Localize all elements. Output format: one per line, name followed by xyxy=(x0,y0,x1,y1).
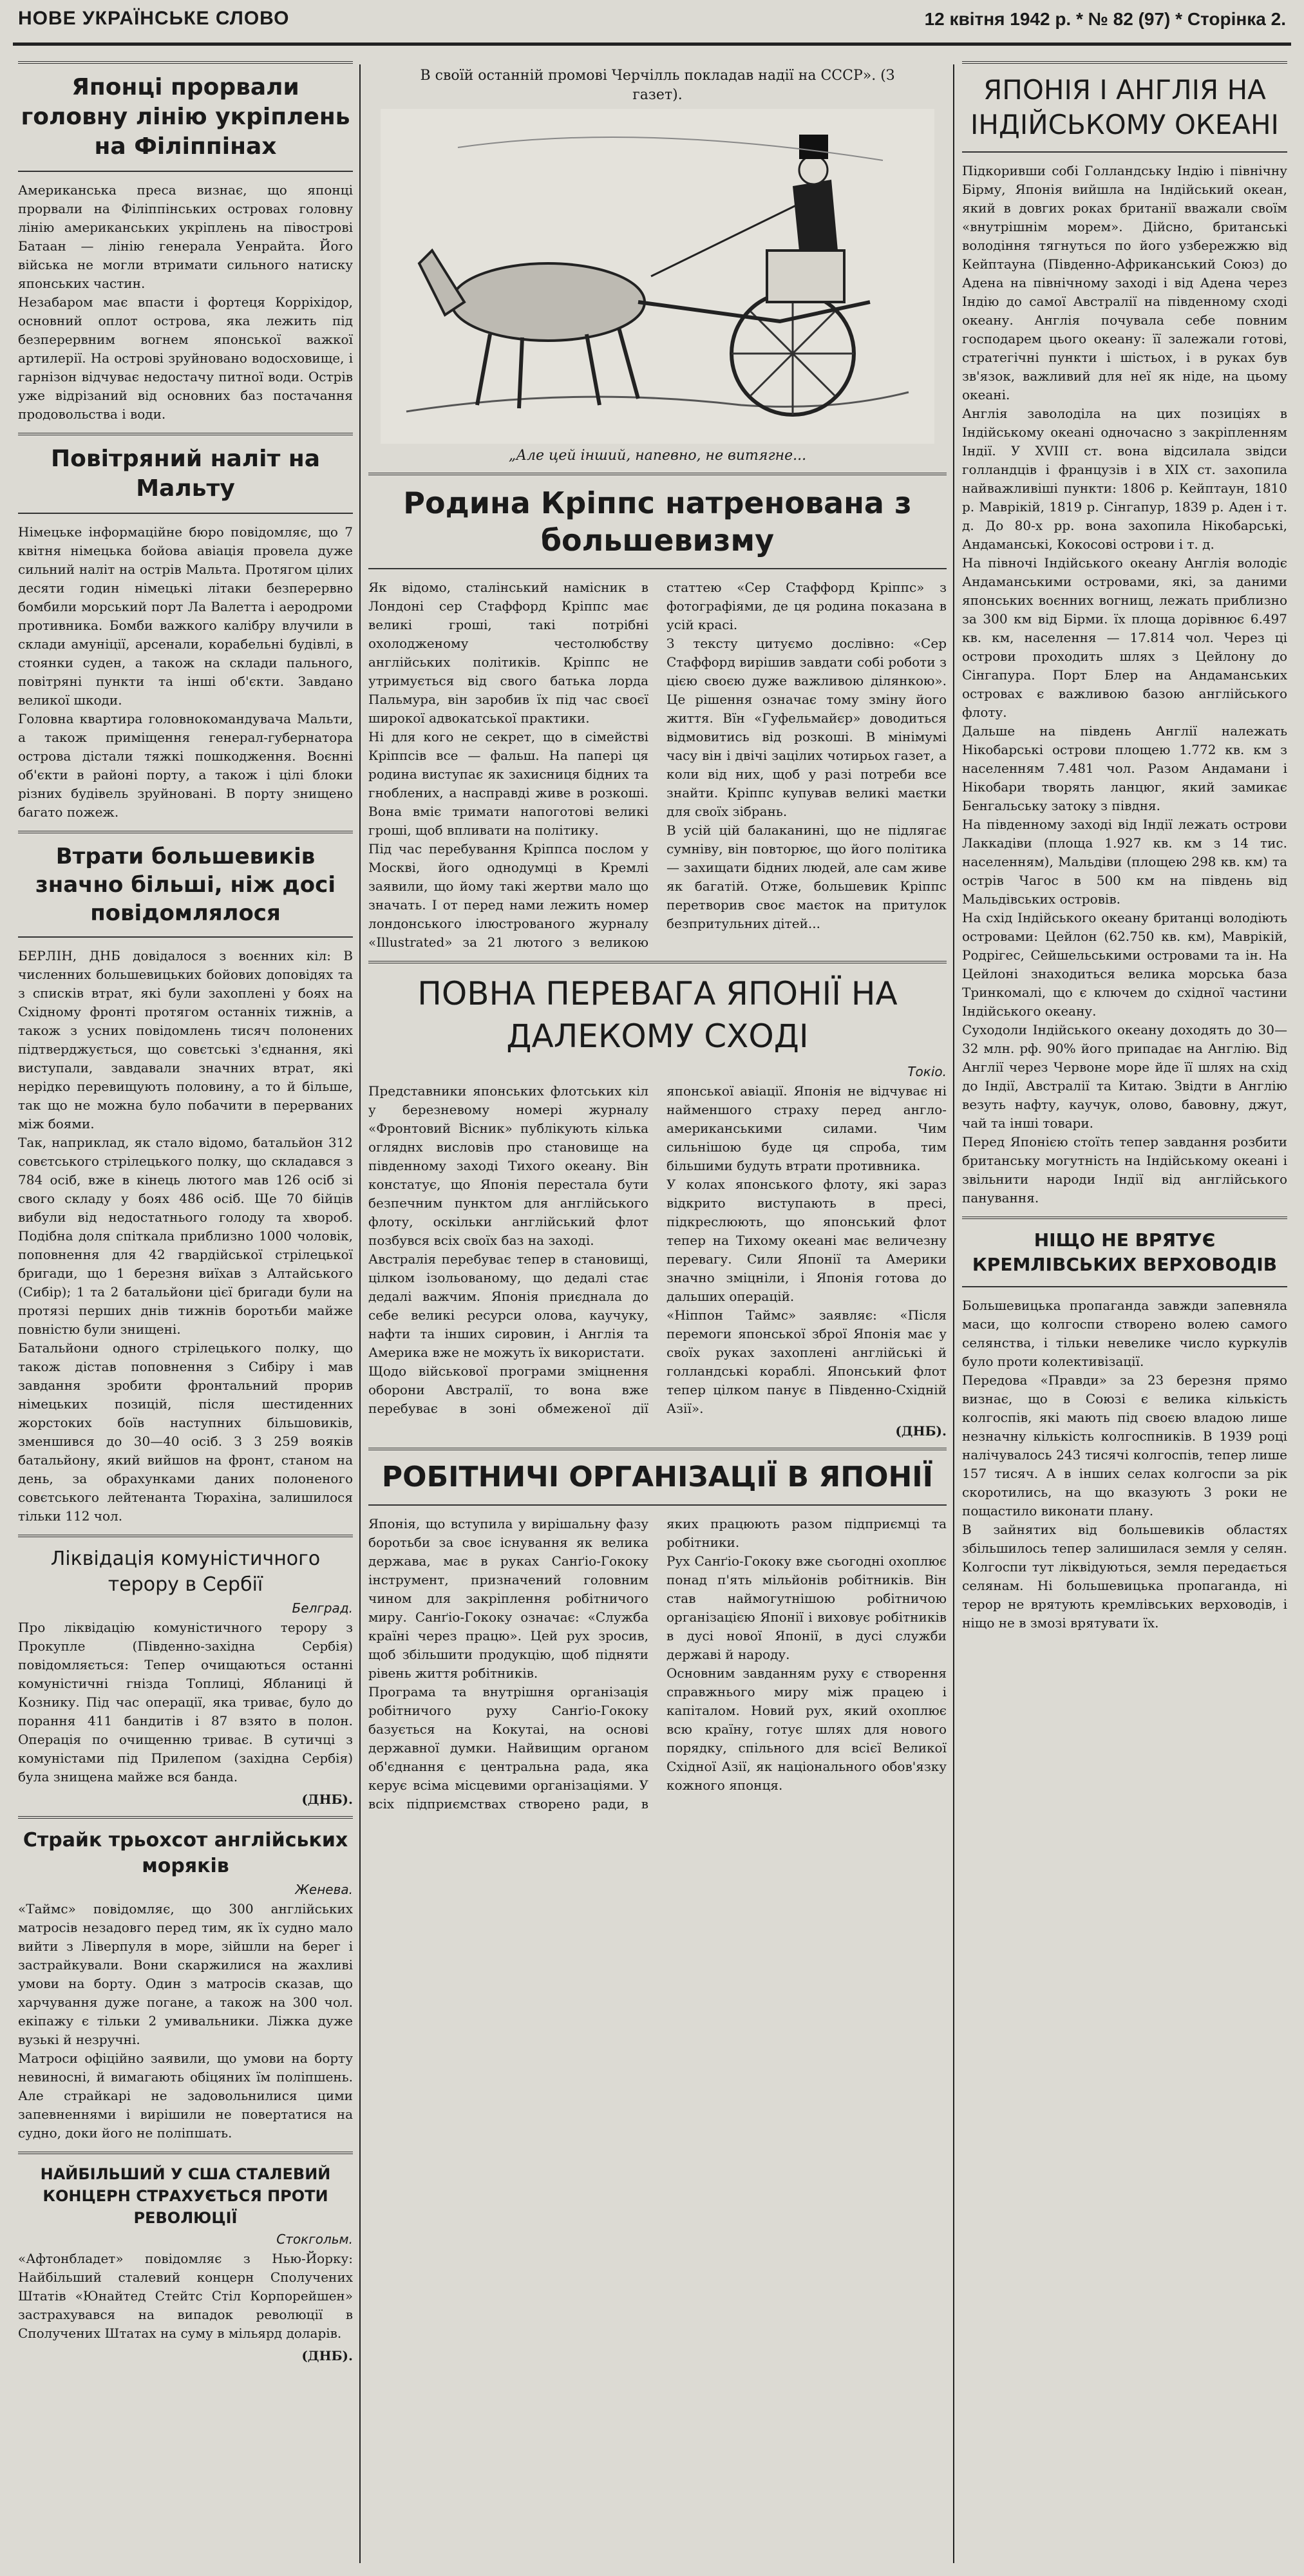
header-rule xyxy=(13,43,1291,46)
column-left xyxy=(18,61,353,2560)
divider xyxy=(962,151,1287,153)
headline-strike: Страйк трьохсот англійських моряків xyxy=(23,1829,348,1877)
divider xyxy=(368,961,947,963)
source-steel: (ДНБ). xyxy=(301,2348,353,2363)
divider xyxy=(18,171,353,172)
article-kremlin: Большевицька пропаганда завжди запевняла маси, що колгоспи створено волею самого селянства, і тільки невелике число куркулів було проти колективізації. Передова «Правди» за 23 березня прямо визнає, що в Союзі є велика кількість колгоспів, які мають під своєю владою лише незначну кількість колгоспників. В 1939 році налічувалось 243 тисячі колгоспів, тепер лише 157 тисяч. А в інших селах колгоспи за рік скоротились, на що вказують 3 роки не пощастило виконати плану. В зайнятих від большевиків областях збільшилось тепер залишилася земля у селян. Колгоспи тут ліквідуються, земля передається селянам. Ні большевицька пропаганда, ні терор не врятують кремлівських верховодів, і ніщо не в змозі врятувати їх. xyxy=(962,1298,1287,1631)
article-workers: Японія, що вступила у вирішальну фазу боротьби за своє існування як велика держава, має в руках Санґіо-Гококу інструмент, призначений головним чином для закріплення робітничого миру. Санґіо-Гококу означає: «Служба країні через працю». Цей рух зросив, щоб збільшити продукцію, щоб підняти рівень життя робітників. Програма та внутрішня організація робітничого руху Санґіо-Гококу базується на Кокутаі, на основі державної думки. Найвищим органом об'єднання є центральна рада, яка керує всіма місцевими організаціями. У всіх підприємствах створено ради, в яких працюють разом підприємці та робітники. Рух Санґіо-Гококу вже сьогодні охоплює понад п'ять мільйонів робітників. Він став наймогутнішою робітничою організацією Японії і виховує робітників в дусі нової Японії, в дусі служби державі й народу. Основним завданням руху є створення справжнього миру між працею і капіталом. Новий рух, який охоплює всю країну, готує шлях для нового порядку, спільного для всієї Великої Східної Азії, як національного обов'язку кожного японця. xyxy=(368,1516,947,1812)
divider xyxy=(18,831,353,833)
headline-serbia: Ліквідація комуністичного терору в Сербії xyxy=(50,1548,321,1596)
masthead: НОВЕ УКРАЇНСЬКЕ СЛОВО xyxy=(18,8,290,29)
divider xyxy=(368,1504,947,1506)
divider xyxy=(18,1816,353,1819)
divider xyxy=(962,1217,1287,1219)
dateline-strike: Женева. xyxy=(295,1882,353,1897)
divider xyxy=(18,936,353,938)
cartoon-caption-bottom: „Але цей інший, напевно, не витягне... xyxy=(508,448,807,464)
article-serbia: Про ліквідацію комуністичного терору з Прокупле (Південно-західна Сербія) повідомляється: Тепер очищаються останні комуністичні гнізда Топлиці, Ябланиці й Кознику. Під час операції, яка триває, було до порання 411 бандитів і 87 взято в полон. Операція по очищенню триває. В сутичці з комуністами під Прилепом (західна Сербія) була знищена майже вся банда. xyxy=(18,1620,353,1785)
dateline-tokyo: Токіо. xyxy=(907,1064,947,1079)
article-philippines: Американська преса визнає, що японці прорвали на Філіппінських островах головну лінію американських укріплень на півострові Батаан — лінію генерала Уенрайта. Його війська не могли втримати сильного натиску японських частин. Незабаром має впасти і фортеця Корріхідор, основний оплот острова, яка лежить під безперервним вогнем японської важкої артилерії. На острові зруйновано водосховище, і гарнізон відчуває недостачу питної води. Острів уже відрізаний від основних баз постачання продовольства і води. xyxy=(18,182,353,422)
headline-cripps: Родина Кріппс натренована з большевизму xyxy=(403,486,912,558)
divider xyxy=(18,433,353,435)
divider xyxy=(18,1535,353,1537)
headline-japan-far-east: ПОВНА ПЕРЕВАГА ЯПОНІЇ НА ДАЛЕКОМУ СХОДІ xyxy=(417,975,898,1055)
headline-kremlin: НІЩО НЕ ВРЯТУЄ КРЕМЛІВСЬКИХ ВЕРХОВОДІВ xyxy=(972,1229,1278,1275)
article-losses: БЕРЛІН, ДНБ довідалося з воєнних кіл: В численних большевицьких бойових доповідях та з списків втрат, які були захоплені у боях на Східному фронті протягом останніх тижнів, а також з усних повідомлень тисяч полонених підтверджується, що совєтські з'єднання, які виступали, завдавали значних втрат, які нерідко перевищують половину, а то й більше, так що не можна було побачити в перерваних між боями. Так, наприклад, як стало відомо, батальйон 312 совєтського стрілецького полку, що складався з 784 осіб, вже в кінець лютого мав 126 осіб зі свого складу у боях 486 осіб. Ще 70 бійців вибули від недостатнього голоду та хвороб. Подібна доля спіткала приблизно 1000 чоловік, поповнення для 42 гвардійської стрілецької бригади, що 1 березня виїхав з Алтайського (Сибір); 1 та 2 батальйони цієї бригади були на протязі перших днів тижнів боротьби майже повністю були знищені. Батальйони одного стрілецького полку, що також дістав поповнення з Сибіру і мав завдання зробити фронтальний прорив німецьких позицій, після шестиденних жорстоких боїв наступних більшовиків, зменшився до 30—40 осіб. З 3 259 вояків батальйону, який вийшов на фронт, станом на день, за обрахунками даних полоненого совєтського лейтенанта Тюрахіна, залишилося тільки 112 чол. xyxy=(18,948,353,1524)
article-strike: «Таймс» повідомляє, що 300 англійських матросів незадовго перед тим, як їх судно мало вийти з Ліверпуля в море, зійшли на берег і застрайкували. Вони скаржилися на жахливі умови на борту. Один з матросів сказав, що харчування дуже погане, а також на 300 чол. екіпажу є тільки 2 умивальники. Ліжка дуже вузькі й незручні. Матроси офіційно заявили, що умови на борту невиносні, й вимагають обіцяних їм поліпшень. Але страйкарі не задовольнилися цими запевненнями і вирішили не повертатися на судно, доки його не поліпшать. xyxy=(18,1901,353,2141)
headline-losses: Втрати большевиків значно більші, ніж досі повідомлялося xyxy=(35,844,335,926)
article-japan-far-east: Представники японських флотських кіл у березневому номері журналу «Фронтовий Вісник» публікують кілька огляднх висловів про становище на південному заході Тихого океану. Він констатує, що Японія перестала бути безпечним пунктом для англійського флоту, оскільки англійський флот позбувся всіх своїх баз на заході. Австралія перебуває тепер в становищі, цілком ізольованому, що дедалі стає дедалі важчим. Японія приєднала до себе великі ресурси олова, каучуку, нафти та інших сировин, і Англія та Америка вже не можуть їх використати. Щодо військової програми зміцнення оборони Австралії, то вона вже перебуває в зоні обмеженої дії японської авіації. Японія не відчуває ні найменшого страху перед англо-американськими силами. Чим сильнішою буде ця спроба, тим більшими будуть втрати противника. У колах японського флоту, які зараз відкрито виступають в пресі, підкреслюють, що японський флот тепер на Тихому океані має величезну перевагу. Сили Японії та Америки значно зміцніли, і Японія готова до дальших операцій. «Ніппон Таймс» заявляє: «Після перемоги японської зброї Японія має у своїх руках захоплені англійські й голландські кораблі. Японський флот тепер цілком панує в Південно-Східній Азії». xyxy=(368,1083,947,1416)
cartoon-horse-cart-illustration xyxy=(381,109,934,444)
article-cripps: Як відомо, сталінський намісник в Лондоні сер Стаффорд Кріппс має великі гроші, такі потрібні охолодженому честолюбству англійських політиків. Кріппс не утримується від свого батька лорда Пальмура, він заробив їх під час своєї широкої адвокатської практики. Ні для кого не секрет, що в сімействі Кріппсів все — фальш. На папері ця родина виступає як захисниця бідних та гноблених, а насправді живе в розкоші. Вона вміє тримати напоготові великі гроші, щоб впливати на політику. Під час перебування Кріппса послом у Москві, його однодумці в Кремлі заявили, що йому такі жертви мало що значать. І от перед нами лежить номер лондонського ілюстрованого журналу «Illustrated» за 21 лютого з великою статтею «Сер Стаффорд Кріппс» з фотографіями, де ця родина показана в усій красі. З тексту цитуємо дослівно: «Сер Стаффорд вирішив завдати собі роботи з цією своєю дуже важливою ділянкою». Це рішення означає тому зміну його життя. Вїн «Гуфельмайєр» доводиться відмовитись від розкоші. В мінімумі часу він і двічі зацілих чотирьох газет, а коли від них, щоб у разі потреби все знайти. Кріппс купував великі маєтки для своїх зібрань. В усій цій балаканині, що не підлягає сумніву, він повторює, що його політика — захищати бідних людей, але сам живе як багатій. Отже, большевик Кріппс перетворив своє маєток на притулок безпритульних дітей... xyxy=(368,580,947,950)
dateline-steel: Стокгольм. xyxy=(276,2231,353,2247)
headline-malta: Повітряний наліт на Мальту xyxy=(50,446,321,502)
divider xyxy=(18,2152,353,2154)
divider xyxy=(962,1286,1287,1287)
divider xyxy=(368,473,947,475)
divider xyxy=(18,61,353,64)
headline-workers: РОБІТНИЧІ ОРГАНІЗАЦІЇ В ЯПОНІЇ xyxy=(381,1461,934,1493)
divider xyxy=(962,61,1287,64)
column-divider xyxy=(359,64,361,2563)
column-divider xyxy=(953,64,954,2563)
dateline-serbia: Белград. xyxy=(292,1600,353,1616)
headline-steel: НАЙБІЛЬШИЙ У США СТАЛЕВИЙ КОНЦЕРН СТРАХУЄТЬСЯ ПРОТИ РЕВОЛЮЦІЇ xyxy=(40,2165,331,2227)
article-steel: «Афтонбладет» повідомляє з Нью-Йорку: Найбільший сталевий концерн Сполучених Штатів «Юнайтед Стейтс Стіл Корпорейшен» застрахувався на випадок революції в Сполучених Штатах на суму в мільярд доларів. xyxy=(18,2251,353,2341)
column-middle xyxy=(368,61,947,2560)
column-right xyxy=(962,61,1287,2560)
divider xyxy=(368,568,947,569)
cartoon-image xyxy=(381,109,934,444)
divider xyxy=(368,1448,947,1450)
issue-info: 12 квітня 1942 р. * № 82 (97) * Сторінка 2. xyxy=(924,9,1286,29)
headline-indian-ocean: ЯПОНІЯ І АНГЛІЯ НА ІНДІЙСЬКОМУ ОКЕАНІ xyxy=(970,74,1279,140)
article-malta: Німецьке інформаційне бюро повідомляє, що 7 квітня німецька бойова авіація провела дуже сильний наліт на острів Мальта. Протягом цілих десяти годин німецькі літаки безперервно бомбили морський порт Ла Валетта і аеродроми противника. Бомби важкого калібру влучили в склади амуніції, арсенали, корабельні будівлі, в стоянки суден, а також на склади пального, повітряні пункти та інші об'єкти. Завдано великої шкоди. Головна квартира головнокомандувача Мальти, а також приміщення генерал-губернатора острова дістали тяжкі пошкодження. Воєнні об'єкти в районі порту, а також і цілі блоки різних будівель зруйновані. В порту знищено багато пожеж. xyxy=(18,524,353,820)
source-serbia: (ДНБ). xyxy=(301,1792,353,1807)
cartoon-caption-top: В своїй останній промові Черчілль покладав надії на СССР». (З газет). xyxy=(420,68,895,103)
page-header xyxy=(0,0,1304,45)
headline-philippines: Японці прорвали головну лінію укріплень на Філіппінах xyxy=(21,74,350,160)
divider xyxy=(18,513,353,514)
article-indian-ocean: Підкоривши собі Голландську Індію і північну Бірму, Японія вийшла на Індійський океан, який в довгих роках британії вважали своїм «внутрішнім морем». Дійсно, британські володіння тягнуться по його узбережжю від Кейптауна (Південно-Африканський Союз) до Адена на північному заході і від Адена через Індію до самої Австралії на південному сході океану. Англія почувала себе повним господарем цього океану: її залежали готові, стратегічні пункти і шістьох, і в руках був зв'язок, важливий для неї як ніде, на цьому океані. Англія заволоділа на цих позиціях в Індійському океані одночасно з закріпленням Індії. У XVIII ст. вона відсилала звідси голландців і французів і в XIX ст. захопила найважливіші пункти: 1806 р. Кейптаун, 1810 р. Маврікій, 1819 р. Сінгапур, 1839 р. Аден і т. д. До 80-х рр. вона захопила Нікобарські, Андаманські, Кокосові острови і т. д. На півночі Індійського океану Англія володіє Андаманськими островами, які, за даними японських воєнних вогнищ, лежать приблизно за 300 км від Бірми. їх площа дорівнює 6.497 кв. км, населення — 17.814 чол. Через ці острови проходить шлях з Цейлону до Сінгапура. Порт Блер на Андаманських островах є важливою базою англійського флоту. Дальше на південь Англії належать Нікобарські острови площею 1.772 кв. км з населенням 7.481 чол. Разом Андамани і Нікобари творять ланцюг, який замикає Бенгальську затоку з півдня. На південному заході від Індії лежать острови Лаккадіви (площа 1.927 кв. км з 14 тис. населенням), Мальдіви (площею 298 кв. км) та острів Чагос в 500 км на південь від Мальдівських островів. На схід Індійського океану британці володіють островами: Цейлон (62.750 кв. км), Маврікій, Родрігес, Сейшельськими островами та ін. На Цейлоні знаходиться велика морська база Тринкомалі, що є ключем до східної частини Індійського океану. Суходоли Індійського океану доходять до 30—32 млн. рф. 90% його припадає на Англію. Від Англії через Червоне море йде її шлях на схід до Індії, Австралії та Китаю. Звідти в Англію везуть нафту, каучук, олово, бавовну, джут, чай та інші товари. Перед Японією стоїть тепер завдання розбити британську могутність на Індійському океані і звільнити народи Індії від англійського панування. xyxy=(962,163,1287,1206)
source-japan-far-east: (ДНБ). xyxy=(895,1423,947,1439)
